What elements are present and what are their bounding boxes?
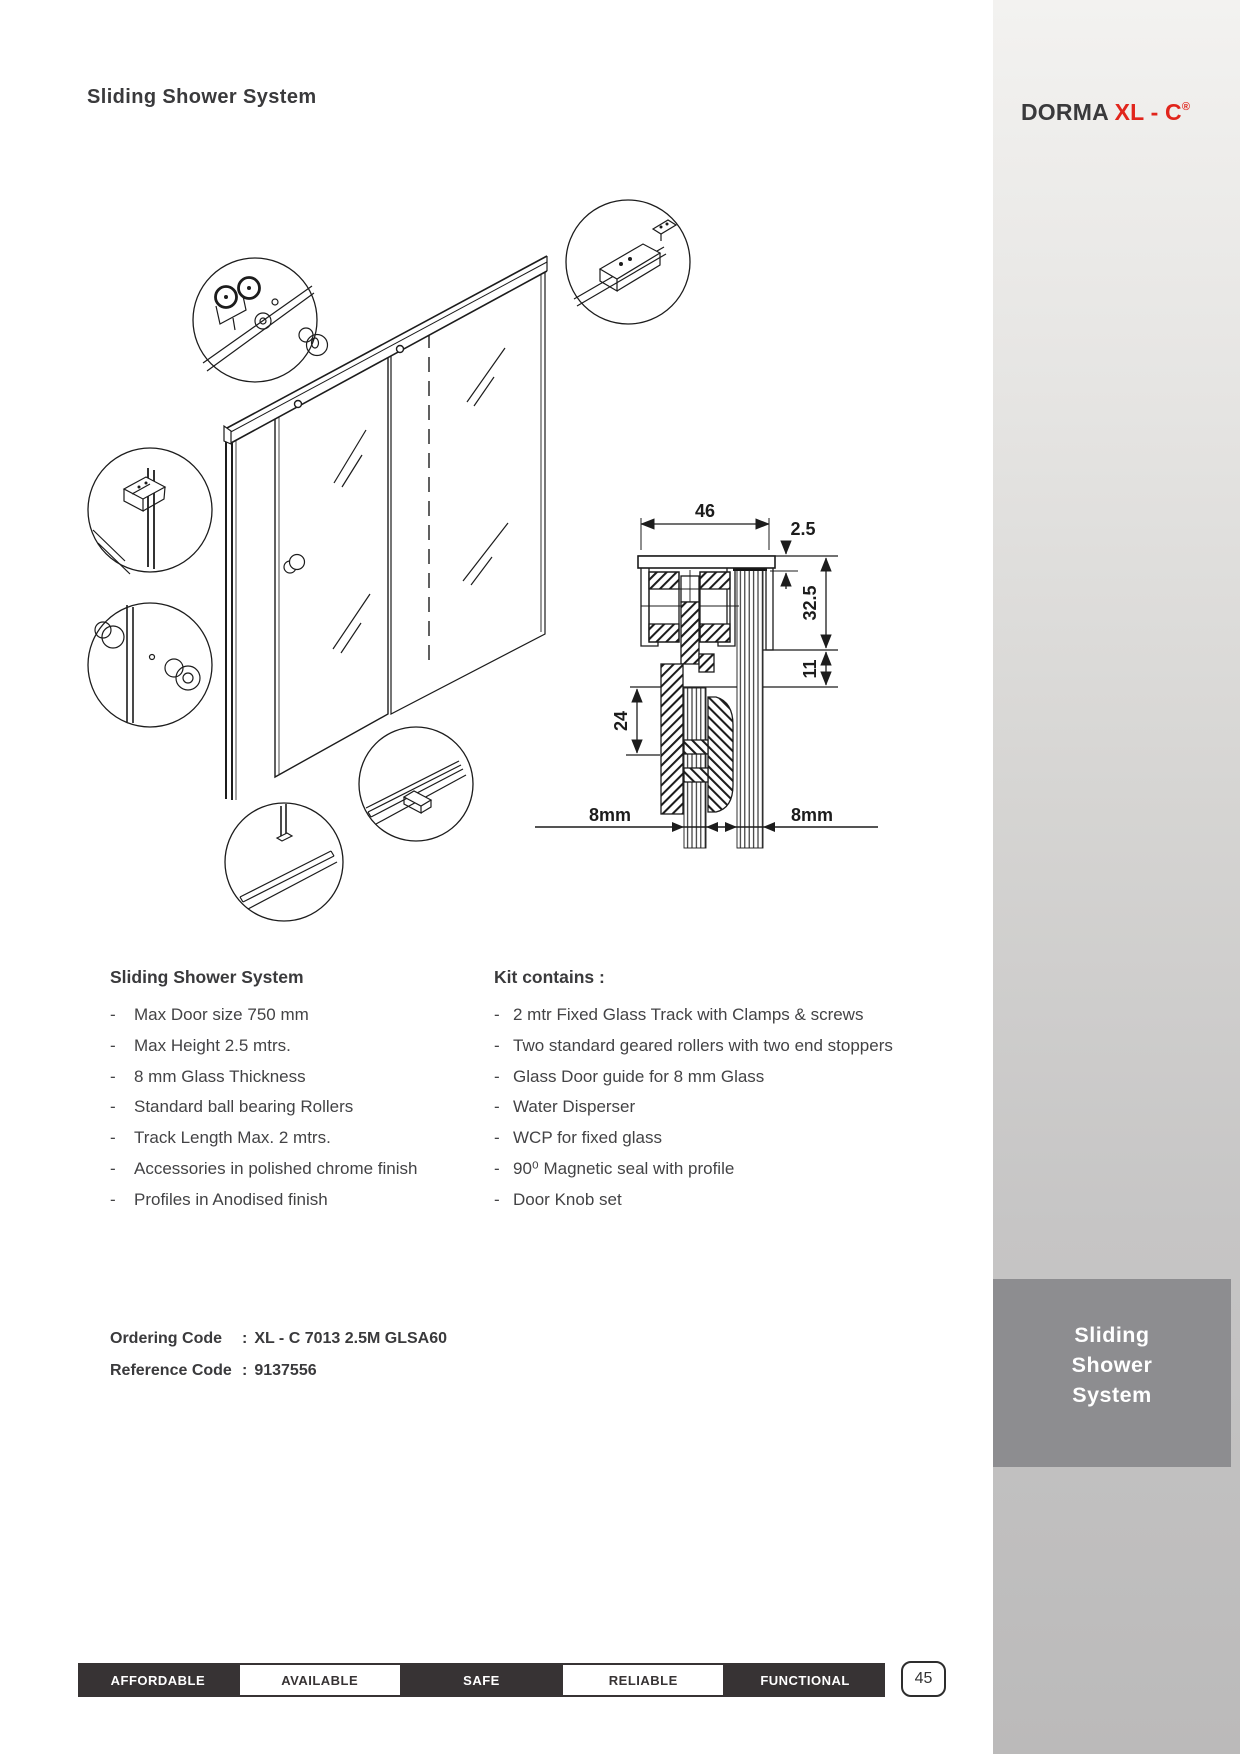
technical-illustration xyxy=(60,175,890,935)
track-screw xyxy=(397,346,404,353)
ordering-code-row: Ordering Code : XL - C 7013 2.5M GLSA60 xyxy=(110,1330,447,1347)
dimension-11 xyxy=(800,652,826,685)
list-item: - Standard ball bearing Rollers xyxy=(110,1097,354,1117)
list-item: - Glass Door guide for 8 mm Glass xyxy=(494,1066,765,1086)
dim-label-2-5: 2.5 xyxy=(790,519,816,539)
list-item: - Water Disperser xyxy=(494,1097,636,1117)
dimension-24 xyxy=(611,689,637,753)
list-item: - 2 mtr Fixed Glass Track with Clamps & screws xyxy=(494,1005,864,1024)
kit-heading: Kit contains : xyxy=(494,967,605,987)
page-title: Sliding Shower System xyxy=(87,86,317,108)
sidebar-gradient xyxy=(993,0,1240,1754)
ordering-code-value: XL - C 7013 2.5M GLSA60 xyxy=(254,1330,447,1347)
sliding-glass-panel xyxy=(275,352,388,777)
dim-label-8mm-left: 8mm xyxy=(588,805,632,825)
spec-heading: Sliding Shower System xyxy=(110,967,304,987)
cross-section-drawing xyxy=(535,501,878,848)
dimension-2-5 xyxy=(770,519,816,589)
list-item: - Accessories in polished chrome finish xyxy=(110,1158,418,1178)
ordering-codes xyxy=(110,1329,447,1393)
dim-label-8mm-right: 8mm xyxy=(790,805,834,825)
dimension-32-5 xyxy=(800,558,826,648)
brand-logo-dorma: DORMA xyxy=(1021,99,1109,125)
badge-affordable: AFFORDABLE xyxy=(110,1672,206,1688)
door-knob-detail-circle xyxy=(88,603,212,727)
list-item: - 90⁰ Magnetic seal with profile xyxy=(494,1158,735,1178)
brand-logo-model: XL - C xyxy=(1108,99,1182,125)
ordering-code-label: Ordering Code xyxy=(110,1330,223,1347)
list-item: - Max Door size 750 mm xyxy=(110,1005,309,1024)
list-item: - Track Length Max. 2 mtrs. xyxy=(110,1128,331,1148)
list-item: - WCP for fixed glass xyxy=(494,1128,662,1148)
badge-reliable: RELIABLE xyxy=(563,1665,723,1695)
dim-label-11: 11 xyxy=(800,659,820,679)
dim-label-24: 24 xyxy=(611,710,631,732)
bottom-rail-detail-circle xyxy=(225,803,343,921)
badge-functional: FUNCTIONAL xyxy=(760,1672,850,1688)
spec-list xyxy=(110,966,490,1216)
track-screw xyxy=(295,401,302,408)
list-item: - Two standard geared rollers with two end stoppers xyxy=(494,1035,893,1055)
roller-detail-circle xyxy=(193,258,328,382)
reference-code-value: 9137556 xyxy=(254,1362,317,1379)
end-cap-detail-circle xyxy=(566,200,690,324)
dim-label-32-5: 32.5 xyxy=(800,585,820,621)
badge-available: AVAILABLE xyxy=(240,1665,400,1695)
fixed-glass-section xyxy=(737,566,763,848)
list-item: - 8 mm Glass Thickness xyxy=(110,1066,306,1086)
footer-badge-bar xyxy=(78,1663,885,1697)
kit-list xyxy=(494,966,944,1216)
dim-label-46: 46 xyxy=(694,501,716,521)
sidebar-section-tab: Sliding Shower System xyxy=(993,1279,1231,1467)
dimension-8mm xyxy=(535,805,878,832)
floor-guide-detail-circle xyxy=(359,727,473,841)
brand-logo xyxy=(1021,99,1190,126)
reference-code-label: Reference Code xyxy=(110,1362,232,1379)
wall-profile-strip xyxy=(226,429,236,800)
page-number: 45 xyxy=(901,1661,946,1697)
reference-code-row: Reference Code : 9137556 xyxy=(110,1362,317,1379)
list-item: - Door Knob set xyxy=(494,1189,622,1209)
badge-safe: SAFE xyxy=(463,1672,500,1688)
list-item: - Profiles in Anodised finish xyxy=(110,1189,328,1209)
dimension-46 xyxy=(641,501,769,550)
list-item: - Max Height 2.5 mtrs. xyxy=(110,1035,291,1055)
track-profile-detail-circle xyxy=(88,448,212,574)
registered-mark: ® xyxy=(1181,101,1191,113)
